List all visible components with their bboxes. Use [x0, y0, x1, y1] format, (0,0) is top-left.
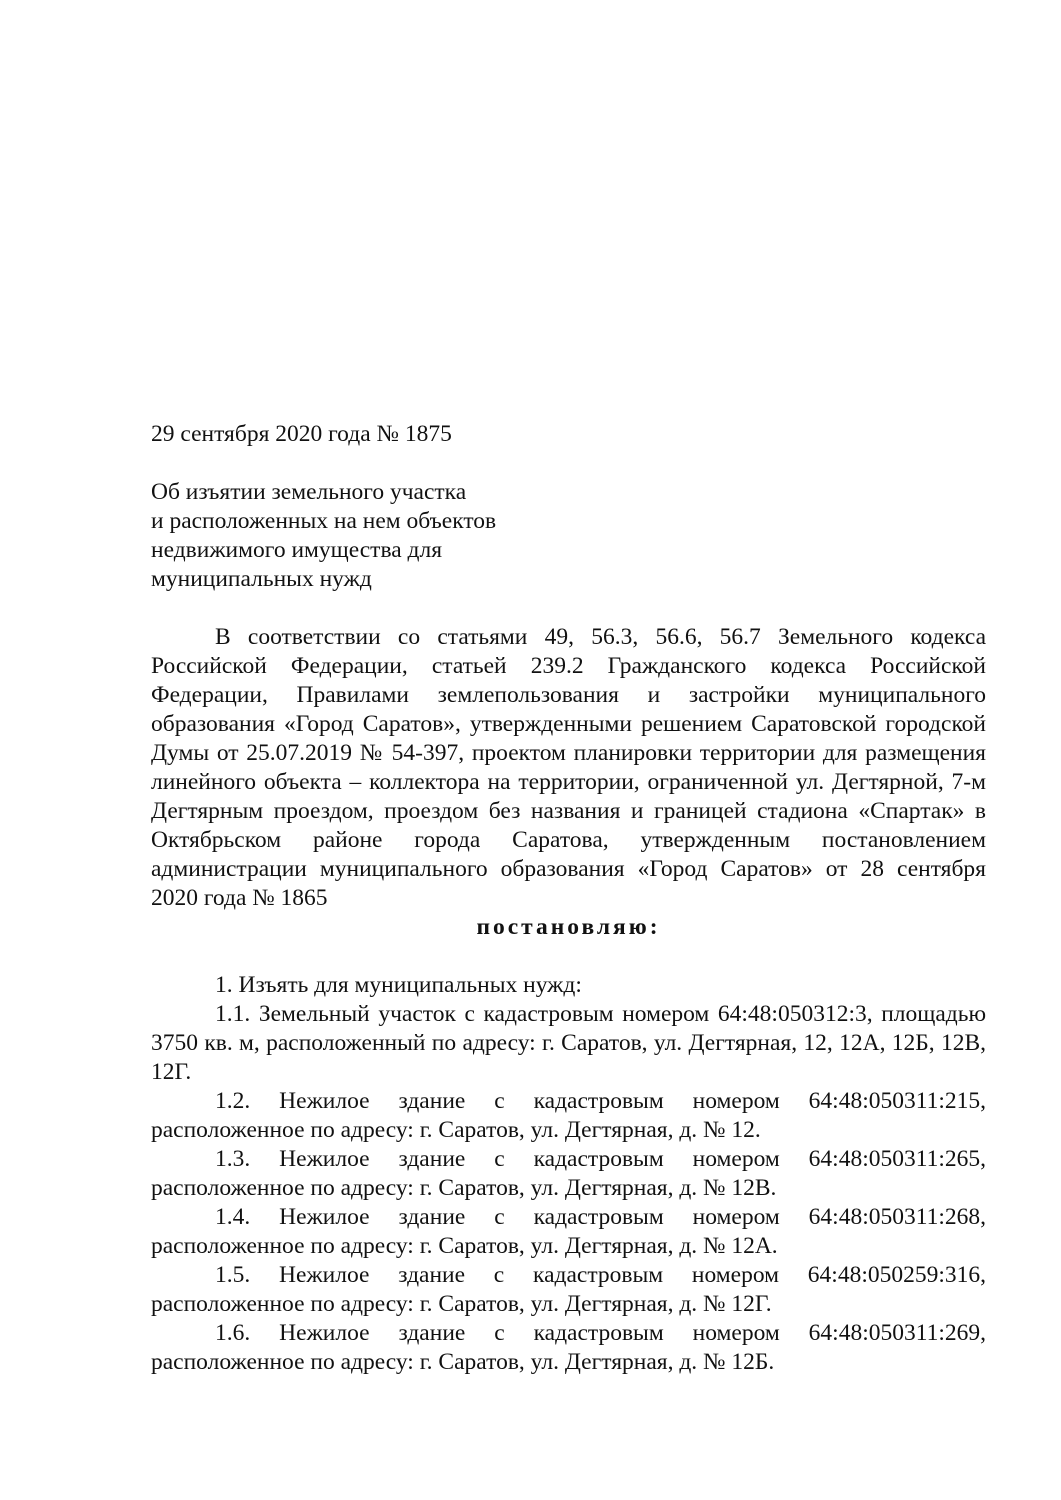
document-date-number: 29 сентября 2020 года № 1875: [151, 421, 452, 447]
preamble-paragraph: В соответствии со статьями 49, 56.3, 56.6, 56.7 Земельного кодекса Российской Федерации, статьей 239.2 Гражданского кодекса Российской Федерации, Правилами землепользования и застройки муниципального образования «Город Саратов», утвержденными решением Саратовской городской Думы от 25.07.2019 № 54-397, проектом планировки территории для размещения линейного объекта – коллектора на территории, ограниченной ул. Дегтярной, 7-м Дегтярным проездом, проездом без названия и границей стадиона «Спартак» в Октябрьском районе города Саратова, утвержденным постановлением администрации муниципального образования «Город Саратов» от 28 сентября 2020 года № 1865: [151, 624, 986, 911]
list-item: 1.5. Нежилое здание с кадастровым номером 64:48:050259:316, расположенное по адресу: г. Саратов, ул. Дегтярная, д. № 12Г.: [151, 1262, 986, 1317]
title-line: муниципальных нужд: [151, 566, 372, 592]
list-item: 1.3. Нежилое здание с кадастровым номером 64:48:050311:265, расположенное по адресу: г. Саратов, ул. Дегтярная, д. № 12В.: [151, 1146, 986, 1201]
list-item: 1.6. Нежилое здание с кадастровым номером 64:48:050311:269, расположенное по адресу: г. Саратов, ул. Дегтярная, д. № 12Б.: [151, 1320, 986, 1375]
title-line: Об изъятии земельного участка: [151, 479, 467, 505]
resolve-heading: постановляю:: [476, 914, 661, 940]
list-item: 1.4. Нежилое здание с кадастровым номером 64:48:050311:268, расположенное по адресу: г. Саратов, ул. Дегтярная, д. № 12А.: [151, 1204, 986, 1259]
title-line: и расположенных на нем объектов: [151, 508, 497, 534]
document-title: [151, 478, 986, 594]
document-body: [151, 420, 986, 1377]
list-item: 1. Изъять для муниципальных нужд:: [215, 972, 582, 998]
list-item: 1.2. Нежилое здание с кадастровым номером 64:48:050311:215, расположенное по адресу: г. Саратов, ул. Дегтярная, д. № 12.: [151, 1088, 986, 1143]
list-item: 1.1. Земельный участок с кадастровым номером 64:48:050312:3, площадью 3750 кв. м, расположенный по адресу: г. Саратов, ул. Дегтярная, 12, 12А, 12Б, 12В, 12Г.: [151, 1001, 986, 1085]
title-line: недвижимого имущества для: [151, 537, 443, 563]
